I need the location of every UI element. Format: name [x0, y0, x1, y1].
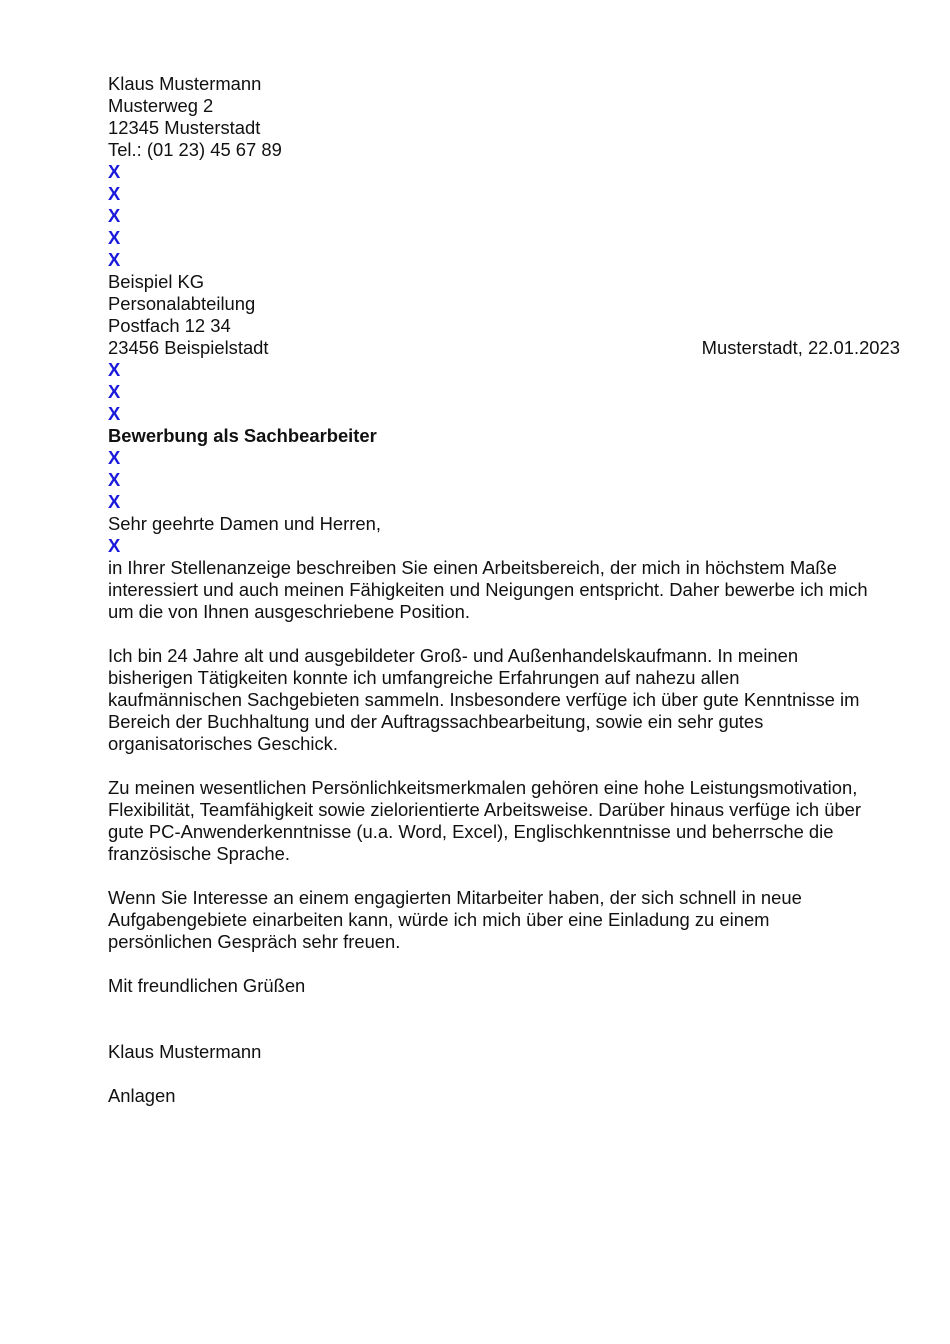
- recipient-company: Beispiel KG: [108, 271, 205, 292]
- recipient-po-box: Postfach 12 34: [108, 315, 231, 336]
- recipient-city-row: [108, 337, 908, 359]
- spacing-marker: X: [108, 381, 121, 402]
- enclosures: Anlagen: [108, 1085, 176, 1106]
- spacing-marker: X: [108, 535, 121, 556]
- sender-name: Klaus Mustermann: [108, 73, 262, 94]
- recipient-block: [108, 271, 908, 359]
- paragraph-line: Aufgabengebiete einarbeiten kann, würde ich mich über eine Einladung zu einem: [108, 909, 770, 930]
- spacing-marker: X: [108, 161, 121, 182]
- recipient-department: Personalabteilung: [108, 293, 256, 314]
- sender-street: Musterweg 2: [108, 95, 214, 116]
- enclosure-gap: [108, 1063, 908, 1085]
- body-paragraph: [108, 557, 908, 623]
- body-paragraph: [108, 887, 908, 953]
- signature-name: Klaus Mustermann: [108, 1041, 262, 1062]
- body-paragraph: [108, 645, 908, 755]
- sender-block: [108, 73, 908, 161]
- subject-line: Bewerbung als Sachbearbeiter: [108, 425, 377, 446]
- spacing-marker: X: [108, 447, 121, 468]
- paragraph-line: in Ihrer Stellenanzeige beschreiben Sie einen Arbeitsbereich, der mich in höchstem Maße: [108, 557, 837, 578]
- paragraph-line: bisherigen Tätigkeiten konnte ich umfangreiche Erfahrungen auf nahezu allen: [108, 667, 740, 688]
- paragraph-line: Zu meinen wesentlichen Persönlichkeitsmerkmalen gehören eine hohe Leistungsmotivation,: [108, 777, 858, 798]
- sender-city: 12345 Musterstadt: [108, 117, 261, 138]
- salutation: Sehr geehrte Damen und Herren,: [108, 513, 381, 534]
- paragraph-line: persönlichen Gespräch sehr freuen.: [108, 931, 401, 952]
- paragraph-line: um die von Ihnen ausgeschriebene Position.: [108, 601, 470, 622]
- spacing-marker: X: [108, 403, 121, 424]
- paragraph-line: französische Sprache.: [108, 843, 290, 864]
- paragraph-gap: [108, 755, 908, 777]
- closing: Mit freundlichen Grüßen: [108, 975, 306, 996]
- paragraph-line: Ich bin 24 Jahre alt und ausgebildeter Groß- und Außenhandelskaufmann. In meinen: [108, 645, 799, 666]
- sender-phone: Tel.: (01 23) 45 67 89: [108, 139, 282, 160]
- paragraph-line: Flexibilität, Teamfähigkeit sowie zielorientierte Arbeitsweise. Darüber hinaus verfüge ich über: [108, 799, 862, 820]
- spacing-marker: X: [108, 469, 121, 490]
- paragraph-line: gute PC-Anwenderkenntnisse (u.a. Word, Excel), Englischkenntnisse und beherrsche die: [108, 821, 834, 842]
- spacing-marker: X: [108, 491, 121, 512]
- spacing-marker: X: [108, 249, 121, 270]
- spacing-marker: X: [108, 205, 121, 226]
- paragraph-gap: [108, 953, 908, 975]
- paragraph-line: kaufmännischen Sachgebieten sammeln. Insbesondere verfüge ich über gute Kenntnisse im: [108, 689, 860, 710]
- date-line: Musterstadt, 22.01.2023: [701, 337, 900, 358]
- spacing-marker: X: [108, 359, 121, 380]
- paragraph-gap: [108, 865, 908, 887]
- paragraph-line: interessiert und auch meinen Fähigkeiten und Neigungen entspricht. Daher bewerbe ich mich: [108, 579, 868, 600]
- signature-gap: [108, 997, 908, 1041]
- application-letter: [108, 73, 908, 1107]
- spacing-marker: X: [108, 227, 121, 248]
- paragraph-line: organisatorisches Geschick.: [108, 733, 338, 754]
- body-paragraph: [108, 777, 908, 865]
- paragraph-line: Wenn Sie Interesse an einem engagierten Mitarbeiter haben, der sich schnell in neue: [108, 887, 802, 908]
- letter-body: [108, 557, 908, 953]
- paragraph-line: Bereich der Buchhaltung und der Auftragssachbearbeitung, sowie ein sehr gutes: [108, 711, 764, 732]
- paragraph-gap: [108, 623, 908, 645]
- recipient-city: 23456 Beispielstadt: [108, 337, 269, 358]
- spacing-marker: X: [108, 183, 121, 204]
